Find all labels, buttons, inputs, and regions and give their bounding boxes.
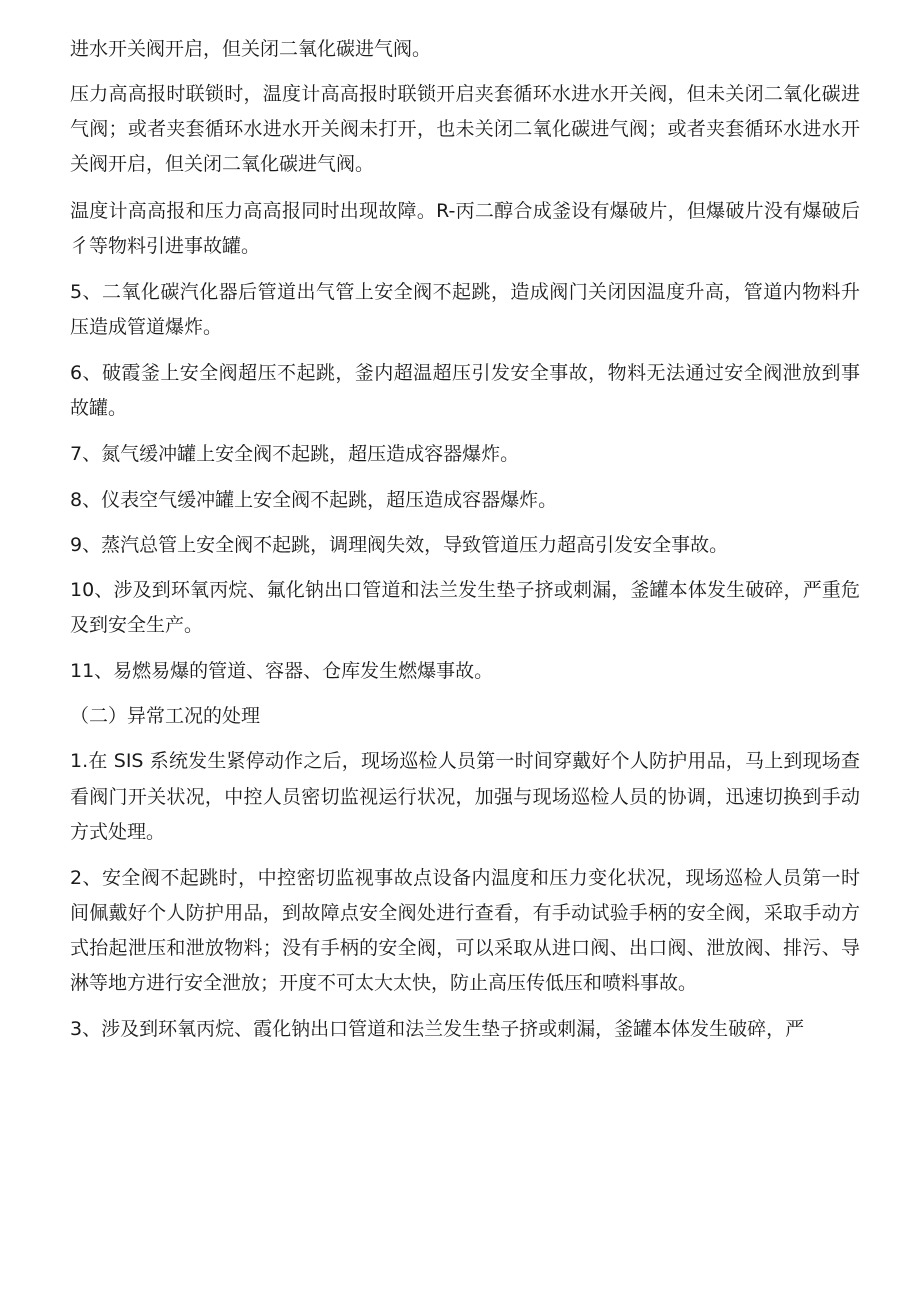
paragraph-handling-1: 1.在 SIS 系统发生紧停动作之后，现场巡检人员第一时间穿戴好个人防护用品，马上到现场查看阀门开关状况，中控人员密切监视运行状况，加强与现场巡检人员的协调，迅速切换到手动方式处理。 — [70, 750, 860, 843]
paragraph-item-10: 10、涉及到环氧丙烷、氟化钠出口管道和法兰发生垫子挤或刺漏，釜罐本体发生破碎，严重危及到安全生产。 — [70, 578, 860, 636]
paragraph-item-8: 8、仪表空气缓冲罐上安全阀不起跳，超压造成容器爆炸。 — [70, 488, 558, 511]
paragraph-handling-3: 3、涉及到环氧丙烷、霞化钠出口管道和法兰发生垫子挤或刺漏，釜罐本体发生破碎，严 — [70, 1018, 805, 1041]
paragraph-item-5: 5、二氧化碳汽化器后管道出气管上安全阀不起跳，造成阀门关闭因温度升高，管道内物料升压造成管道爆炸。 — [70, 280, 860, 338]
paragraph-2: 压力高高报时联锁时，温度计高高报时联锁开启夹套循环水进水开关阀，但未关闭二氧化碳进气阀；或者夹套循环水进水开关阀未打开，也未关闭二氧化碳进气阀；或者夹套循环水进水开关阀开启，但关闭二氧化碳进气阀。 — [70, 83, 860, 176]
paragraph-item-11: 11、易燃易爆的管道、容器、仓库发生燃爆事故。 — [70, 660, 494, 683]
paragraph-3: 温度计高高报和压力高高报同时出现故障。R-丙二醇合成釜设有爆破片，但爆破片没有爆破后彳等物料引进事故罐。 — [70, 199, 860, 257]
paragraph-item-7: 7、氮气缓冲罐上安全阀不起跳，超压造成容器爆炸。 — [70, 443, 520, 466]
paragraph-1: 进水开关阀开启，但关闭二氧化碳进气阀。 — [70, 38, 432, 60]
paragraph-item-6: 6、破霞釜上安全阀超压不起跳，釜内超温超压引发安全事故，物料无法通过安全阀泄放到事故罐。 — [70, 362, 860, 420]
paragraph-item-9: 9、蒸汽总管上安全阀不起跳，调理阀失效，导致管道压力超高引发安全事故。 — [70, 533, 729, 556]
paragraph-handling-2: 2、安全阀不起跳时，中控密切监视事故点设备内温度和压力变化状况，现场巡检人员第一时间佩戴好个人防护用品，到故障点安全阀处进行查看，有手动试验手柄的安全阀，采取手动方式抬起泄压和泄放物料；没有手柄的安全阀，可以采取从进口阀、出口阀、泄放阀、排污、导淋等地方进行安全泄放；开度不可太大太快，防止高压传低压和喷料事故。 — [70, 866, 860, 995]
section-heading: （二）异常工况的处理 — [70, 705, 261, 728]
